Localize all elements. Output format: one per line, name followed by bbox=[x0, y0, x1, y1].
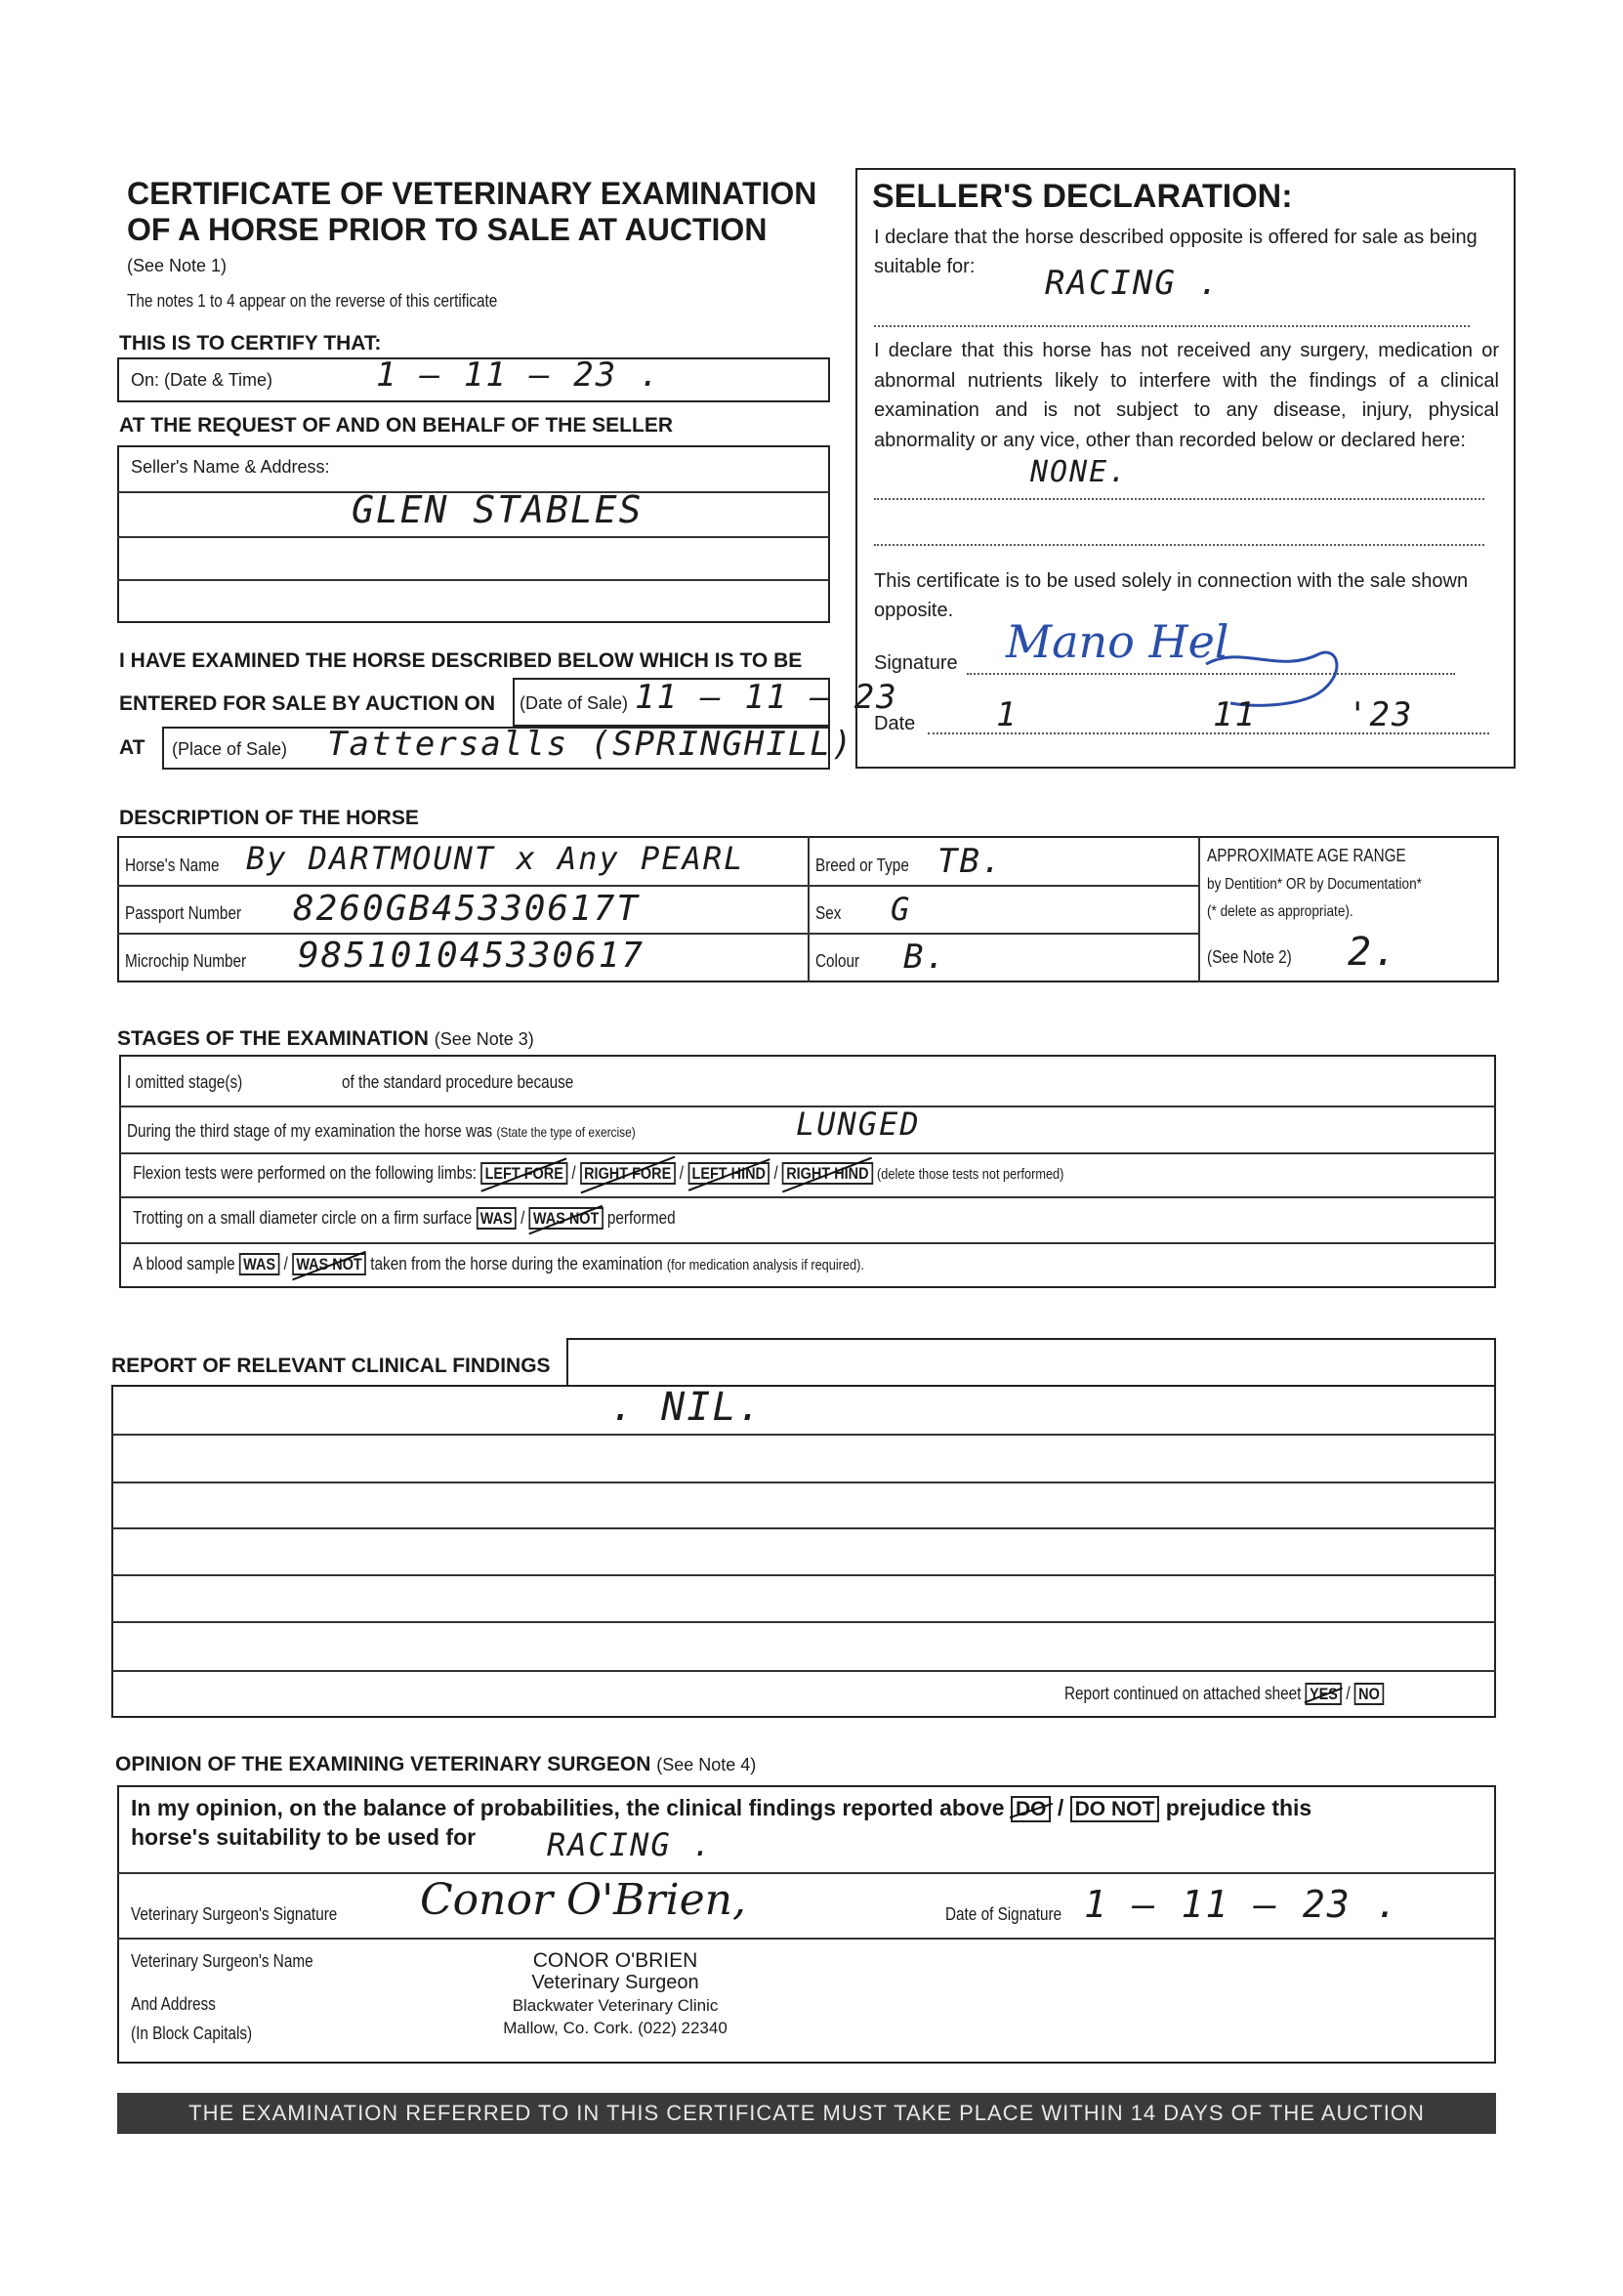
sex-label: Sex bbox=[815, 903, 842, 923]
opinion-do-not-option[interactable]: DO NOT bbox=[1070, 1796, 1160, 1822]
declared-dotted-line-2 bbox=[874, 544, 1484, 546]
description-row-line-2 bbox=[117, 933, 1198, 935]
findings-line-2 bbox=[111, 1482, 1496, 1483]
stamp-line-4: Mallow, Co. Cork. (022) 22340 bbox=[503, 2019, 728, 2037]
blood-was-not-option[interactable]: WAS NOT bbox=[292, 1253, 366, 1275]
stages-heading-note: (See Note 3) bbox=[434, 1029, 534, 1049]
blood-was-option[interactable]: WAS bbox=[239, 1253, 279, 1275]
footer-banner-text: THE EXAMINATION REFERRED TO IN THIS CERTIFICATE MUST TAKE PLACE WITHIN 14 DAYS OF THE AUCTION bbox=[188, 2101, 1425, 2125]
seller-declaration-text-3: This certificate is to be used solely in connection with the sale shown opposite. bbox=[874, 570, 1469, 621]
seller-row-line-3 bbox=[117, 579, 830, 581]
seller-declaration-heading: SELLER'S DECLARATION: bbox=[872, 178, 1293, 215]
seller-declaration-text-2: I declare that this horse has not received any surgery, medication or abnormal nutrients likely to interfere with the findings of a clinical examination and is not subject to any disease, injury, physical abnormality or any vice, other than recorded below or declared here: bbox=[874, 340, 1499, 451]
vet-name-label: Veterinary Surgeon's Name bbox=[131, 1951, 313, 1971]
opinion-statement: In my opinion, on the balance of probabilities, the clinical findings reported above DO / DO NOT prejudice this bbox=[131, 1795, 1312, 1820]
trotting-was-option[interactable]: WAS bbox=[476, 1207, 516, 1230]
date-of-signature-label: Date of Signature bbox=[945, 1904, 1062, 1924]
omitted-stages-suffix: of the standard procedure because bbox=[342, 1072, 574, 1092]
trotting-was-not-option[interactable]: WAS NOT bbox=[529, 1207, 603, 1230]
vet-signature[interactable]: Conor O'Brien, bbox=[420, 1875, 746, 1925]
seller-declaration-text-1: I declare that the horse described opposite is offered for sale as being suitable for: bbox=[874, 227, 1477, 277]
opinion-text-c: horse's suitability to be used for bbox=[131, 1824, 477, 1850]
seller-date-day[interactable]: 1 bbox=[996, 695, 1019, 734]
blood-note: (for medication analysis if required). bbox=[666, 1257, 864, 1273]
seller-date-month[interactable]: 11 bbox=[1213, 695, 1257, 734]
seller-label: Seller's Name & Address: bbox=[131, 457, 330, 477]
opinion-use-value[interactable]: RACING . bbox=[547, 1826, 714, 1863]
report-continued-no-option[interactable]: NO bbox=[1354, 1683, 1384, 1705]
passport-label: Passport Number bbox=[125, 903, 242, 923]
stages-heading bbox=[117, 1027, 534, 1051]
notes-text: The notes 1 to 4 appear on the reverse of this certificate bbox=[127, 291, 498, 311]
suitable-for-value[interactable]: RACING . bbox=[1045, 264, 1221, 303]
place-label: (Place of Sale) bbox=[172, 739, 288, 759]
footer-banner bbox=[117, 2093, 1496, 2134]
report-continued-label: Report continued on attached sheet bbox=[1064, 1684, 1302, 1703]
horse-name-label: Horse's Name bbox=[125, 856, 220, 875]
date-of-signature-value[interactable]: 1 — 11 — 23 . bbox=[1084, 1883, 1400, 1926]
age-value[interactable]: 2. bbox=[1348, 930, 1399, 975]
block-capitals-label: (In Block Capitals) bbox=[131, 2024, 253, 2043]
trotting-row: Trotting on a small diameter circle on a firm surface WAS / WAS NOT performed bbox=[133, 1208, 676, 1228]
sale-date-value[interactable]: 11 — 11 — 23 bbox=[635, 678, 898, 717]
flexion-row: Flexion tests were performed on the following limbs: LEFT FORE / RIGHT FORE / LEFT HIND / RIGHT HIND (delete those tests not performed) bbox=[133, 1163, 1064, 1183]
findings-line-5 bbox=[111, 1621, 1496, 1623]
seller-signature-label: Signature bbox=[874, 652, 958, 674]
third-stage-note: (State the type of exercise) bbox=[496, 1124, 636, 1140]
stamp-line-3: Blackwater Veterinary Clinic bbox=[512, 1996, 719, 2015]
findings-value[interactable]: . NIL. bbox=[610, 1385, 764, 1430]
blood-row: A blood sample WAS / WAS NOT taken from the horse during the examination (for medication analysis if required). bbox=[133, 1254, 864, 1273]
seller-row-line-2 bbox=[117, 536, 830, 538]
description-heading: DESCRIPTION OF THE HORSE bbox=[119, 807, 419, 829]
examined-line-1: I HAVE EXAMINED THE HORSE DESCRIBED BELOW WHICH IS TO BE bbox=[119, 649, 803, 672]
description-col-divider-1 bbox=[808, 836, 810, 982]
opinion-heading-text: OPINION OF THE EXAMINING VETERINARY SURGEON bbox=[115, 1753, 651, 1775]
vet-stamp bbox=[483, 1949, 747, 2039]
examined-line-2: ENTERED FOR SALE BY AUCTION ON bbox=[119, 692, 496, 715]
vet-signature-label: Veterinary Surgeon's Signature bbox=[131, 1904, 338, 1924]
description-col-divider-2 bbox=[1198, 836, 1200, 982]
omitted-stages-label: I omitted stage(s) bbox=[127, 1072, 243, 1092]
stages-heading-text: STAGES OF THE EXAMINATION bbox=[117, 1027, 429, 1050]
title-line-1: CERTIFICATE OF VETERINARY EXAMINATION bbox=[127, 176, 817, 211]
stamp-line-2: Veterinary Surgeon bbox=[531, 1972, 699, 1993]
seller-signature[interactable]: Mano Hel bbox=[1006, 615, 1229, 668]
place-value[interactable]: Tattersalls (SPRINGHILL) bbox=[327, 725, 854, 764]
seller-date-year[interactable]: '23 bbox=[1348, 695, 1414, 734]
flexion-left-fore-option[interactable]: LEFT FORE bbox=[480, 1162, 567, 1185]
flexion-right-fore-option[interactable]: RIGHT FORE bbox=[580, 1162, 676, 1185]
seller-date-label: Date bbox=[874, 713, 916, 734]
findings-heading: REPORT OF RELEVANT CLINICAL FINDINGS bbox=[111, 1355, 551, 1377]
flexion-left-hind-option[interactable]: LEFT HIND bbox=[687, 1162, 770, 1185]
seller-value[interactable]: GLEN STABLES bbox=[352, 488, 644, 531]
opinion-heading-note: (See Note 4) bbox=[656, 1755, 757, 1774]
opinion-do-option[interactable]: DO bbox=[1011, 1796, 1052, 1822]
third-stage-value[interactable]: LUNGED bbox=[796, 1106, 921, 1143]
description-row-line-1 bbox=[117, 885, 1198, 887]
declared-value[interactable]: NONE. bbox=[1030, 455, 1129, 489]
at-label: AT bbox=[119, 736, 146, 759]
horse-name-value[interactable]: By DARTMOUNT x Any PEARL bbox=[246, 840, 745, 877]
stages-row-line-4 bbox=[119, 1242, 1496, 1244]
report-continued-yes-option[interactable]: YES bbox=[1306, 1683, 1342, 1705]
opinion-row-line-2 bbox=[117, 1938, 1496, 1940]
third-stage-text: During the third stage of my examination the horse was bbox=[127, 1121, 493, 1141]
report-continued-row: Report continued on attached sheet YES / NO bbox=[1064, 1684, 1384, 1704]
microchip-value[interactable]: 985101045330617 bbox=[298, 936, 645, 976]
blood-suffix: taken from the horse during the examination bbox=[370, 1254, 663, 1273]
opinion-text-b: prejudice this bbox=[1165, 1795, 1312, 1820]
certificate-title bbox=[127, 176, 816, 248]
flexion-right-hind-option[interactable]: RIGHT HIND bbox=[782, 1162, 873, 1185]
age-delete-note: (* delete as appropriate). bbox=[1207, 903, 1353, 920]
certify-heading: THIS IS TO CERTIFY THAT: bbox=[119, 332, 382, 355]
blood-label: A blood sample bbox=[133, 1254, 235, 1273]
passport-value[interactable]: 8260GB45330617T bbox=[293, 889, 641, 929]
on-date-label: On: (Date & Time) bbox=[131, 370, 273, 390]
declared-dotted-line-1 bbox=[874, 498, 1484, 500]
sale-date-label: (Date of Sale) bbox=[520, 693, 629, 713]
sex-value[interactable]: G bbox=[891, 891, 912, 928]
findings-line-6 bbox=[111, 1670, 1496, 1672]
age-see-note: (See Note 2) bbox=[1207, 947, 1292, 967]
opinion-row-line-1 bbox=[117, 1872, 1496, 1874]
title-line-2: OF A HORSE PRIOR TO SALE AT AUCTION bbox=[127, 212, 768, 247]
suitable-for-dotted-line bbox=[874, 325, 1470, 327]
colour-label: Colour bbox=[815, 951, 860, 971]
third-stage-label bbox=[127, 1121, 636, 1142]
age-range-label: APPROXIMATE AGE RANGE bbox=[1207, 846, 1406, 865]
stages-row-line-2 bbox=[119, 1152, 1496, 1154]
trotting-label: Trotting on a small diameter circle on a firm surface bbox=[133, 1208, 473, 1228]
request-heading: AT THE REQUEST OF AND ON BEHALF OF THE SELLER bbox=[119, 414, 673, 437]
findings-line-4 bbox=[111, 1574, 1496, 1576]
trotting-suffix: performed bbox=[606, 1208, 676, 1228]
stages-row-line-3 bbox=[119, 1196, 1496, 1198]
colour-value[interactable]: B. bbox=[903, 938, 947, 977]
stamp-line-1: CONOR O'BRIEN bbox=[532, 1949, 698, 1972]
microchip-label: Microchip Number bbox=[125, 951, 247, 971]
findings-line-3 bbox=[111, 1527, 1496, 1529]
opinion-heading bbox=[115, 1753, 756, 1776]
opinion-text-a: In my opinion, on the balance of probabilities, the clinical findings reported above bbox=[131, 1795, 1005, 1820]
breed-value[interactable]: TB. bbox=[937, 842, 1004, 881]
findings-heading-box bbox=[566, 1338, 1496, 1387]
vet-address-label: And Address bbox=[131, 1994, 216, 2014]
on-date-value[interactable]: 1 — 11 — 23 . bbox=[376, 355, 662, 395]
breed-label: Breed or Type bbox=[815, 856, 909, 875]
flexion-label: Flexion tests were performed on the following limbs: bbox=[133, 1163, 478, 1183]
flexion-note: (delete those tests not performed) bbox=[877, 1166, 1064, 1183]
see-note-1: (See Note 1) bbox=[127, 256, 228, 275]
age-by-label: by Dentition* OR by Documentation* bbox=[1207, 876, 1422, 893]
findings-line-1 bbox=[111, 1434, 1496, 1436]
